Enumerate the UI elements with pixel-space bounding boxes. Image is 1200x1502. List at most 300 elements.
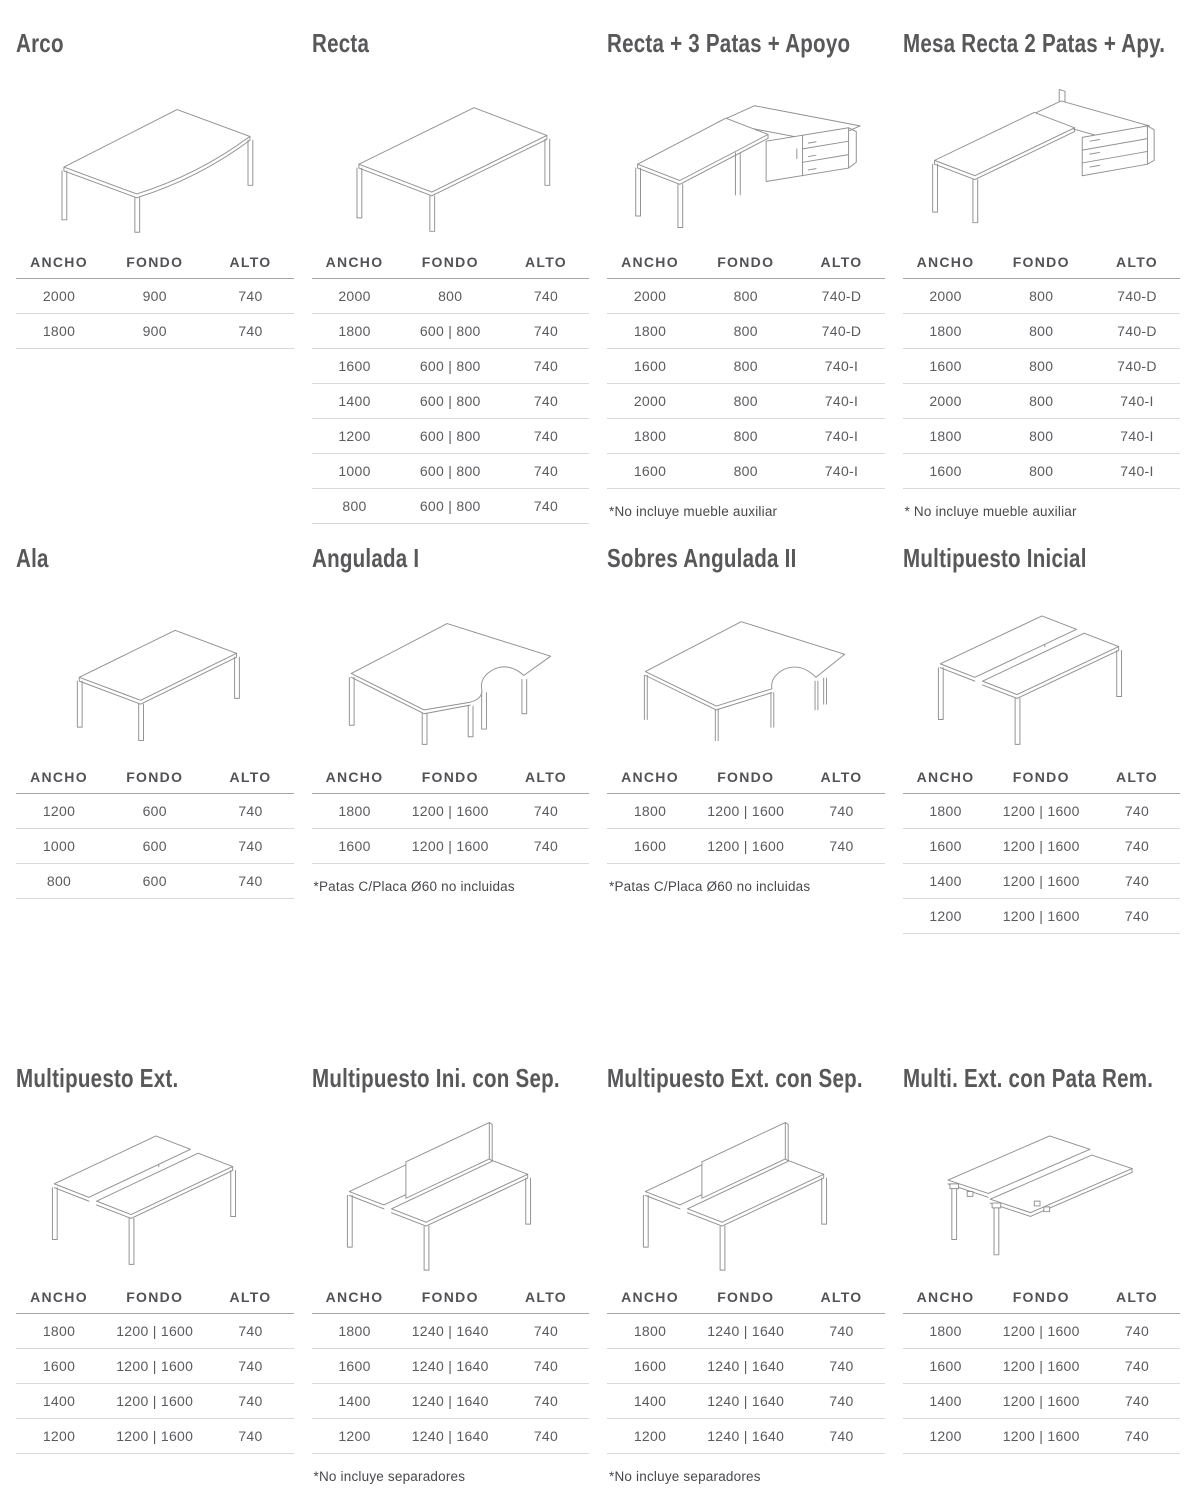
ancho-value: 1600: [607, 829, 693, 864]
table-row: [903, 279, 1181, 314]
product-footnote: *No incluye separadores: [609, 1469, 761, 1485]
column-header-ancho: ANCHO: [312, 250, 398, 279]
fondo-value: 1200 | 1600: [693, 829, 798, 864]
alto-value: 740: [207, 1384, 293, 1419]
product-title: [312, 1063, 590, 1094]
column-header-alto: ALTO: [207, 765, 293, 794]
product-section: [312, 543, 590, 1063]
ancho-value: 1400: [16, 1384, 102, 1419]
alto-value: 740: [503, 314, 589, 349]
product-section: [312, 28, 590, 543]
product-title-text: Multipuesto Ext.: [16, 1063, 179, 1093]
product-section: [903, 543, 1181, 1063]
product-title-text: Ala: [16, 543, 49, 573]
fondo-value: 600 | 800: [398, 384, 503, 419]
fondo-value: 1200 | 1600: [989, 1314, 1094, 1349]
fondo-value: 800: [398, 279, 503, 314]
fondo-value: 600 | 800: [398, 314, 503, 349]
alto-value: 740: [207, 794, 293, 829]
product-section: [312, 1063, 590, 1484]
alto-value: 740: [798, 829, 884, 864]
column-header-fondo: FONDO: [693, 250, 798, 279]
fondo-value: 1200 | 1600: [398, 794, 503, 829]
product-title-text: Multipuesto Inicial: [902, 543, 1087, 573]
alto-value: 740: [503, 1314, 589, 1349]
fondo-value: 600 | 800: [398, 489, 503, 524]
ancho-value: 1000: [312, 454, 398, 489]
alto-value: 740-D: [798, 279, 884, 314]
bench-separator-illustration: [330, 1111, 570, 1274]
spec-table: [903, 1285, 1181, 1454]
alto-value: 740: [503, 1419, 589, 1454]
product-title-text: Multipuesto Ext. con Sep.: [607, 1063, 863, 1093]
alto-value: 740: [503, 384, 589, 419]
ancho-value: 1600: [312, 349, 398, 384]
column-header-ancho: ANCHO: [312, 765, 398, 794]
spec-table: [607, 1285, 885, 1454]
product-figure: [16, 65, 294, 250]
fondo-value: 1200 | 1600: [989, 1419, 1094, 1454]
bench-separator-illustration: [626, 1111, 866, 1274]
table-header-row: [312, 250, 590, 279]
table-header-row: [16, 765, 294, 794]
product-figure: [16, 1100, 294, 1285]
ancho-value: 1200: [903, 899, 989, 934]
product-section: [607, 1063, 885, 1484]
fondo-value: 1200 | 1600: [989, 1349, 1094, 1384]
column-header-ancho: ANCHO: [903, 1285, 989, 1314]
fondo-value: 1200 | 1600: [989, 864, 1094, 899]
table-row: [312, 829, 590, 864]
table-row: [607, 829, 885, 864]
ancho-value: 1200: [607, 1419, 693, 1454]
table-header-row: [903, 250, 1181, 279]
alto-value: 740: [207, 864, 293, 899]
column-header-alto: ALTO: [798, 250, 884, 279]
desk-angulada-i-illustration: [330, 591, 570, 754]
product-title: [607, 28, 885, 59]
column-header-alto: ALTO: [798, 765, 884, 794]
fondo-value: 800: [693, 419, 798, 454]
table-header-row: [607, 1285, 885, 1314]
ancho-value: 1600: [903, 1349, 989, 1384]
product-footnote: * No incluye mueble auxiliar: [904, 504, 1077, 520]
spec-table: [312, 1285, 590, 1454]
table-row: [312, 489, 590, 524]
table-row: [312, 794, 590, 829]
fondo-value: 1240 | 1640: [398, 1384, 503, 1419]
product-section: [16, 1063, 294, 1484]
table-row: [312, 384, 590, 419]
fondo-value: 1240 | 1640: [398, 1349, 503, 1384]
desk-pedestal-illustration: [921, 76, 1161, 239]
ancho-value: 1600: [903, 829, 989, 864]
product-figure: [903, 65, 1181, 250]
table-row: [903, 384, 1181, 419]
table-row: [607, 349, 885, 384]
ancho-value: 1800: [312, 314, 398, 349]
ancho-value: 1400: [903, 1384, 989, 1419]
product-figure: [312, 580, 590, 765]
product-footnote: *Patas C/Placa Ø60 no incluidas: [313, 879, 515, 895]
spec-table: [312, 765, 590, 864]
ancho-value: 1600: [903, 349, 989, 384]
table-row: [16, 1419, 294, 1454]
fondo-value: 800: [989, 419, 1094, 454]
fondo-value: 800: [989, 454, 1094, 489]
alto-value: 740: [798, 1349, 884, 1384]
ancho-value: 2000: [903, 279, 989, 314]
fondo-value: 1240 | 1640: [693, 1419, 798, 1454]
product-title: [903, 1063, 1181, 1094]
alto-value: 740-I: [798, 349, 884, 384]
product-title-text: Recta: [311, 28, 369, 58]
column-header-ancho: ANCHO: [16, 1285, 102, 1314]
alto-value: 740: [798, 1314, 884, 1349]
table-row: [16, 1314, 294, 1349]
ancho-value: 1800: [607, 419, 693, 454]
fondo-value: 600: [102, 794, 207, 829]
product-footnote: *No incluye mueble auxiliar: [609, 504, 778, 520]
alto-value: 740-I: [798, 384, 884, 419]
product-section: [607, 28, 885, 543]
alto-value: 740: [503, 349, 589, 384]
product-title-text: Arco: [16, 28, 64, 58]
product-figure: [607, 65, 885, 250]
fondo-value: 1200 | 1600: [693, 794, 798, 829]
column-header-alto: ALTO: [1094, 1285, 1180, 1314]
column-header-ancho: ANCHO: [607, 1285, 693, 1314]
table-row: [903, 899, 1181, 934]
ancho-value: 1600: [16, 1349, 102, 1384]
product-title: [16, 1063, 294, 1094]
fondo-value: 800: [989, 349, 1094, 384]
product-title: [607, 543, 885, 574]
product-title-text: Angulada I: [311, 543, 419, 573]
product-figure: [16, 580, 294, 765]
bench-extension-illustration: [921, 1111, 1161, 1274]
fondo-value: 800: [693, 384, 798, 419]
table-row: [312, 1419, 590, 1454]
alto-value: 740: [503, 489, 589, 524]
column-header-ancho: ANCHO: [16, 765, 102, 794]
table-row: [312, 419, 590, 454]
alto-value: 740: [1094, 794, 1180, 829]
column-header-fondo: FONDO: [989, 250, 1094, 279]
ancho-value: 1200: [312, 1419, 398, 1454]
product-title: [16, 543, 294, 574]
spec-table: [16, 765, 294, 899]
product-title-text: Multi. Ext. con Pata Rem.: [902, 1063, 1153, 1093]
ancho-value: 2000: [903, 384, 989, 419]
desk-angulada-ii-illustration: [626, 591, 866, 754]
fondo-value: 1200 | 1600: [989, 899, 1094, 934]
fondo-value: 600: [102, 864, 207, 899]
alto-value: 740: [1094, 899, 1180, 934]
column-header-ancho: ANCHO: [312, 1285, 398, 1314]
ancho-value: 1800: [607, 314, 693, 349]
column-header-fondo: FONDO: [102, 765, 207, 794]
table-row: [312, 279, 590, 314]
ancho-value: 1200: [903, 1419, 989, 1454]
fondo-value: 800: [693, 279, 798, 314]
table-header-row: [312, 765, 590, 794]
alto-value: 740-I: [1094, 419, 1180, 454]
spec-table: [903, 765, 1181, 934]
product-footnote: *Patas C/Placa Ø60 no incluidas: [609, 879, 811, 895]
alto-value: 740: [1094, 1419, 1180, 1454]
product-footnote: *No incluye separadores: [313, 1469, 466, 1485]
alto-value: 740: [503, 829, 589, 864]
ancho-value: 1400: [312, 384, 398, 419]
table-row: [607, 384, 885, 419]
column-header-fondo: FONDO: [102, 1285, 207, 1314]
table-header-row: [607, 250, 885, 279]
table-header-row: [16, 1285, 294, 1314]
column-header-fondo: FONDO: [693, 1285, 798, 1314]
product-figure: [607, 580, 885, 765]
ancho-value: 1800: [16, 1314, 102, 1349]
column-header-alto: ALTO: [503, 1285, 589, 1314]
alto-value: 740-I: [798, 419, 884, 454]
alto-value: 740: [1094, 829, 1180, 864]
ancho-value: 800: [16, 864, 102, 899]
table-row: [903, 349, 1181, 384]
ancho-value: 1800: [903, 1314, 989, 1349]
product-section: [16, 28, 294, 543]
table-row: [16, 279, 294, 314]
spec-table: [16, 250, 294, 349]
table-row: [312, 1349, 590, 1384]
fondo-value: 1240 | 1640: [693, 1314, 798, 1349]
product-title: [312, 543, 590, 574]
alto-value: 740: [503, 1349, 589, 1384]
alto-value: 740: [207, 1349, 293, 1384]
column-header-alto: ALTO: [207, 1285, 293, 1314]
fondo-value: 600 | 800: [398, 419, 503, 454]
product-figure: [312, 65, 590, 250]
table-row: [607, 1419, 885, 1454]
product-title: [903, 28, 1181, 59]
product-figure: [607, 1100, 885, 1285]
table-row: [903, 864, 1181, 899]
alto-value: 740-I: [798, 454, 884, 489]
alto-value: 740: [503, 279, 589, 314]
alto-value: 740: [503, 419, 589, 454]
column-header-fondo: FONDO: [989, 1285, 1094, 1314]
table-row: [607, 794, 885, 829]
ancho-value: 1600: [607, 454, 693, 489]
product-title-text: Sobres Angulada II: [607, 543, 797, 573]
table-row: [903, 1384, 1181, 1419]
ancho-value: 1600: [312, 829, 398, 864]
table-row: [312, 314, 590, 349]
column-header-fondo: FONDO: [693, 765, 798, 794]
table-header-row: [903, 1285, 1181, 1314]
table-row: [903, 794, 1181, 829]
fondo-value: 600 | 800: [398, 454, 503, 489]
fondo-value: 1200 | 1600: [102, 1314, 207, 1349]
table-row: [903, 1349, 1181, 1384]
ancho-value: 2000: [312, 279, 398, 314]
column-header-alto: ALTO: [1094, 765, 1180, 794]
product-section: [903, 1063, 1181, 1484]
table-row: [16, 794, 294, 829]
column-header-alto: ALTO: [503, 250, 589, 279]
column-header-fondo: FONDO: [989, 765, 1094, 794]
table-header-row: [312, 1285, 590, 1314]
table-row: [16, 864, 294, 899]
ancho-value: 1200: [16, 794, 102, 829]
alto-value: 740: [798, 794, 884, 829]
spec-table: [312, 250, 590, 524]
ancho-value: 1200: [312, 419, 398, 454]
alto-value: 740-I: [1094, 384, 1180, 419]
ancho-value: 1600: [607, 349, 693, 384]
product-title-text: Multipuesto Ini. con Sep.: [311, 1063, 560, 1093]
table-row: [903, 1419, 1181, 1454]
table-header-row: [903, 765, 1181, 794]
desk-recta-illustration: [330, 76, 570, 239]
column-header-fondo: FONDO: [398, 1285, 503, 1314]
product-section: [16, 543, 294, 1063]
alto-value: 740: [503, 794, 589, 829]
table-row: [607, 1349, 885, 1384]
fondo-value: 900: [102, 314, 207, 349]
alto-value: 740: [207, 1419, 293, 1454]
product-title-text: Mesa Recta 2 Patas + Apy.: [902, 28, 1165, 58]
ancho-value: 1800: [607, 1314, 693, 1349]
alto-value: 740: [1094, 1384, 1180, 1419]
column-header-alto: ALTO: [207, 250, 293, 279]
ancho-value: 1600: [903, 454, 989, 489]
fondo-value: 1200 | 1600: [102, 1349, 207, 1384]
table-row: [607, 1314, 885, 1349]
desk-l-credenza-illustration: [626, 76, 866, 239]
alto-value: 740: [503, 454, 589, 489]
bench-double-illustration: [921, 591, 1161, 754]
table-row: [312, 1384, 590, 1419]
alto-value: 740: [1094, 1349, 1180, 1384]
table-row: [607, 419, 885, 454]
fondo-value: 800: [693, 314, 798, 349]
ancho-value: 1800: [16, 314, 102, 349]
alto-value: 740-D: [1094, 314, 1180, 349]
table-row: [16, 1349, 294, 1384]
table-header-row: [607, 765, 885, 794]
ancho-value: 2000: [16, 279, 102, 314]
column-header-alto: ALTO: [798, 1285, 884, 1314]
ancho-value: 1600: [607, 1349, 693, 1384]
product-figure: [903, 1100, 1181, 1285]
spec-table: [16, 1285, 294, 1454]
ancho-value: 1800: [903, 314, 989, 349]
fondo-value: 800: [989, 279, 1094, 314]
alto-value: 740: [207, 279, 293, 314]
column-header-ancho: ANCHO: [607, 765, 693, 794]
table-row: [903, 314, 1181, 349]
column-header-alto: ALTO: [1094, 250, 1180, 279]
table-row: [903, 829, 1181, 864]
alto-value: 740: [207, 829, 293, 864]
fondo-value: 1240 | 1640: [398, 1314, 503, 1349]
table-row: [16, 1384, 294, 1419]
alto-value: 740: [207, 314, 293, 349]
table-row: [607, 314, 885, 349]
ancho-value: 1400: [903, 864, 989, 899]
fondo-value: 600: [102, 829, 207, 864]
fondo-value: 1200 | 1600: [102, 1384, 207, 1419]
ancho-value: 1400: [607, 1384, 693, 1419]
product-title: [312, 28, 590, 59]
alto-value: 740-D: [1094, 279, 1180, 314]
table-row: [903, 454, 1181, 489]
fondo-value: 1200 | 1600: [989, 794, 1094, 829]
fondo-value: 1240 | 1640: [693, 1384, 798, 1419]
fondo-value: 900: [102, 279, 207, 314]
fondo-value: 1200 | 1600: [989, 1384, 1094, 1419]
table-row: [903, 419, 1181, 454]
table-row: [312, 1314, 590, 1349]
table-row: [16, 829, 294, 864]
alto-value: 740: [798, 1419, 884, 1454]
table-row: [903, 1314, 1181, 1349]
ancho-value: 1800: [903, 794, 989, 829]
column-header-alto: ALTO: [503, 765, 589, 794]
ancho-value: 2000: [607, 384, 693, 419]
fondo-value: 800: [693, 349, 798, 384]
alto-value: 740: [1094, 864, 1180, 899]
ancho-value: 1800: [312, 1314, 398, 1349]
fondo-value: 1200 | 1600: [398, 829, 503, 864]
table-row: [607, 1384, 885, 1419]
alto-value: 740: [503, 1384, 589, 1419]
column-header-ancho: ANCHO: [903, 250, 989, 279]
ancho-value: 1600: [312, 1349, 398, 1384]
desk-arco-illustration: [35, 76, 275, 239]
alto-value: 740: [798, 1384, 884, 1419]
alto-value: 740-D: [798, 314, 884, 349]
product-title: [903, 543, 1181, 574]
fondo-value: 600 | 800: [398, 349, 503, 384]
column-header-fondo: FONDO: [102, 250, 207, 279]
bench-double-illustration: [35, 1111, 275, 1274]
column-header-fondo: FONDO: [398, 250, 503, 279]
ancho-value: 800: [312, 489, 398, 524]
spec-table: [903, 250, 1181, 489]
table-row: [312, 349, 590, 384]
fondo-value: 1200 | 1600: [989, 829, 1094, 864]
alto-value: 740: [207, 1314, 293, 1349]
column-header-ancho: ANCHO: [903, 765, 989, 794]
column-header-fondo: FONDO: [398, 765, 503, 794]
ancho-value: 1200: [16, 1419, 102, 1454]
product-title: [607, 1063, 885, 1094]
ancho-value: 1000: [16, 829, 102, 864]
ancho-value: 1800: [607, 794, 693, 829]
table-row: [607, 279, 885, 314]
fondo-value: 1240 | 1640: [398, 1419, 503, 1454]
fondo-value: 1200 | 1600: [102, 1419, 207, 1454]
table-header-row: [16, 250, 294, 279]
product-title: [16, 28, 294, 59]
table-row: [607, 454, 885, 489]
column-header-ancho: ANCHO: [607, 250, 693, 279]
fondo-value: 800: [989, 384, 1094, 419]
desk-ala-illustration: [35, 591, 275, 754]
fondo-value: 800: [989, 314, 1094, 349]
product-section: [903, 28, 1181, 543]
